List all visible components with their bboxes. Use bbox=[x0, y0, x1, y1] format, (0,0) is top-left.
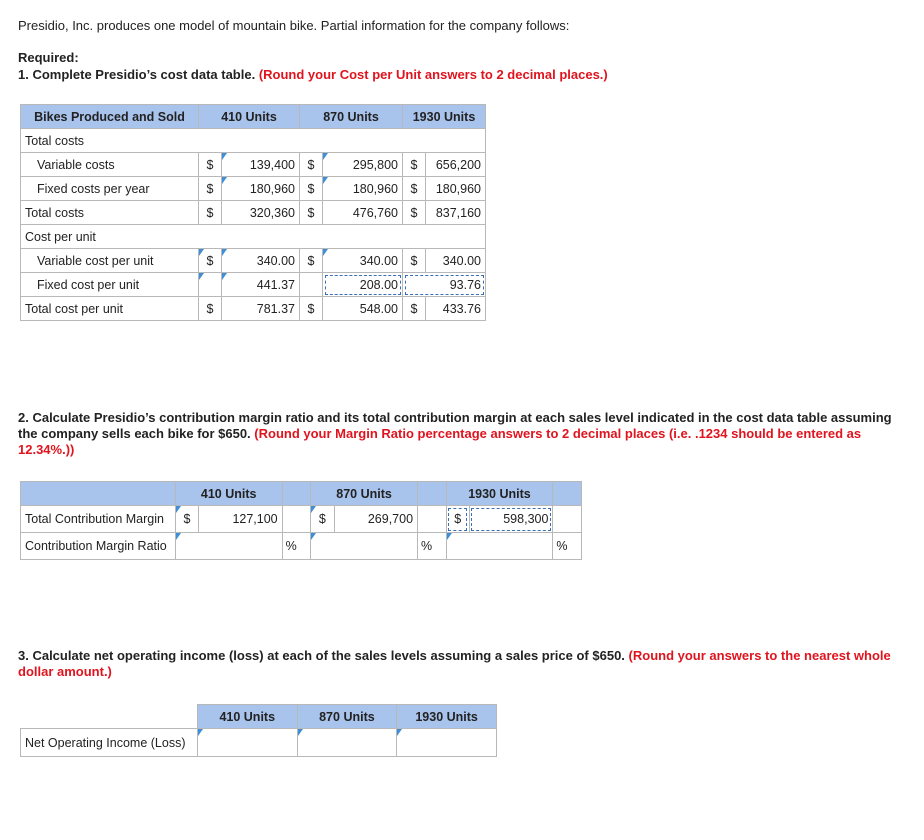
table3-header-row bbox=[21, 705, 497, 729]
q2-text: 2. Calculate Presidio’s contribution margin ratio and its total contribution margin at each sales level indicated in the cost data table assuming the company sells each bike for $650. bbox=[18, 410, 892, 441]
intro-text: Presidio, Inc. produces one model of mountain bike. Partial information for the company follows: bbox=[18, 18, 570, 33]
total-costs-410: 320,360 bbox=[222, 201, 300, 225]
currency-sign: $ bbox=[403, 297, 426, 321]
table1-header-row bbox=[21, 105, 486, 129]
table2-header-row bbox=[21, 482, 582, 506]
total-cost-per-unit-label: Total cost per unit bbox=[21, 297, 199, 321]
cmr-870-input[interactable] bbox=[311, 533, 418, 560]
noi-870-input[interactable] bbox=[297, 729, 397, 757]
fixed-costs-410-input[interactable]: 180,960 bbox=[222, 177, 300, 201]
fixed-cost-per-unit-label: Fixed cost per unit bbox=[21, 273, 199, 297]
header-1930: 1930 Units bbox=[446, 482, 553, 506]
table-row bbox=[21, 297, 486, 321]
currency-sign: $ bbox=[300, 249, 323, 273]
net-operating-income-label: Net Operating Income (Loss) bbox=[21, 729, 198, 757]
fixed-costs-1930: 180,960 bbox=[426, 177, 486, 201]
header-870: 870 Units bbox=[311, 482, 418, 506]
header-blank bbox=[282, 482, 311, 506]
variable-cost-per-unit-label: Variable cost per unit bbox=[21, 249, 199, 273]
header-870: 870 Units bbox=[297, 705, 397, 729]
table-row bbox=[21, 533, 582, 560]
header-blank bbox=[418, 482, 447, 506]
variable-costs-870-input[interactable]: 295,800 bbox=[323, 153, 403, 177]
total-costs-1930: 837,160 bbox=[426, 201, 486, 225]
header-410: 410 Units bbox=[199, 105, 300, 129]
table-row bbox=[21, 225, 486, 249]
header-410: 410 Units bbox=[197, 705, 297, 729]
cost-data-table bbox=[20, 104, 486, 321]
total-contribution-margin-label: Total Contribution Margin bbox=[21, 506, 176, 533]
total-costs-label: Total costs bbox=[21, 201, 199, 225]
variable-costs-label: Variable costs bbox=[21, 153, 199, 177]
percent-sign: % bbox=[553, 533, 582, 560]
header-blank bbox=[21, 705, 198, 729]
required-label: Required: bbox=[18, 50, 79, 65]
table-row bbox=[21, 129, 486, 153]
noi-410-input[interactable] bbox=[197, 729, 297, 757]
fixed-cost-unit-1930-input[interactable]: 93.76 bbox=[403, 273, 486, 297]
currency-sign: $ bbox=[300, 297, 323, 321]
noi-1930-input[interactable] bbox=[397, 729, 497, 757]
contribution-margin-table bbox=[20, 481, 582, 560]
header-bikes: Bikes Produced and Sold bbox=[21, 105, 199, 129]
variable-cost-unit-870-input[interactable]: 340.00 bbox=[323, 249, 403, 273]
currency-sign: $ bbox=[311, 506, 334, 533]
q2-note: (Round your Margin Ratio percentage answers to 2 decimal places (i.e. .1234 should be entered as 12.34%.)) bbox=[18, 426, 862, 457]
percent-sign: % bbox=[282, 533, 311, 560]
currency-sign: $ bbox=[446, 506, 469, 533]
fixed-cost-unit-870-input[interactable]: 208.00 bbox=[323, 273, 403, 297]
total-costs-870: 476,760 bbox=[323, 201, 403, 225]
variable-cost-unit-1930: 340.00 bbox=[426, 249, 486, 273]
header-1930: 1930 Units bbox=[397, 705, 497, 729]
cmr-410-input[interactable] bbox=[175, 533, 282, 560]
currency-sign: $ bbox=[403, 201, 426, 225]
variable-costs-410-input[interactable]: 139,400 bbox=[222, 153, 300, 177]
currency-sign: $ bbox=[199, 297, 222, 321]
blank-cell bbox=[553, 506, 582, 533]
header-1930: 1930 Units bbox=[403, 105, 486, 129]
header-blank bbox=[21, 482, 176, 506]
currency-sign: $ bbox=[199, 249, 222, 273]
required-section bbox=[18, 50, 608, 82]
blank-cell bbox=[418, 506, 447, 533]
contribution-margin-ratio-label: Contribution Margin Ratio bbox=[21, 533, 176, 560]
table-row bbox=[21, 729, 497, 757]
fixed-cost-unit-410-input[interactable]: 441.37 bbox=[222, 273, 300, 297]
q2-prompt bbox=[18, 410, 910, 458]
variable-cost-unit-410-input[interactable]: 340.00 bbox=[222, 249, 300, 273]
total-cost-unit-410: 781.37 bbox=[222, 297, 300, 321]
currency-sign: $ bbox=[199, 201, 222, 225]
q3-note: (Round your answers to the nearest whole dollar amount.) bbox=[18, 648, 891, 679]
total-costs-section-label: Total costs bbox=[21, 129, 486, 153]
currency-sign: $ bbox=[300, 177, 323, 201]
q1-text: 1. Complete Presidio’s cost data table. bbox=[18, 67, 256, 82]
header-410: 410 Units bbox=[175, 482, 282, 506]
fixed-costs-label: Fixed costs per year bbox=[21, 177, 199, 201]
table-row bbox=[21, 201, 486, 225]
tcm-410-input[interactable]: 127,100 bbox=[199, 506, 282, 533]
currency-sign: $ bbox=[403, 153, 426, 177]
cmr-1930-input[interactable] bbox=[446, 533, 553, 560]
tcm-1930-input[interactable]: 598,300 bbox=[469, 506, 552, 533]
currency-sign: $ bbox=[403, 249, 426, 273]
currency-sign: $ bbox=[300, 201, 323, 225]
q1-prompt bbox=[18, 67, 608, 82]
q3-text: 3. Calculate net operating income (loss) at each of the sales levels assuming a sales price of $650. bbox=[18, 648, 625, 663]
tcm-870-input[interactable]: 269,700 bbox=[334, 506, 417, 533]
fixed-costs-870-input[interactable]: 180,960 bbox=[323, 177, 403, 201]
table-row bbox=[21, 153, 486, 177]
cost-per-unit-section-label: Cost per unit bbox=[21, 225, 486, 249]
blank-cell bbox=[300, 273, 323, 297]
blank-cell bbox=[282, 506, 311, 533]
percent-sign: % bbox=[418, 533, 447, 560]
q1-note: (Round your Cost per Unit answers to 2 decimal places.) bbox=[258, 67, 608, 82]
table-row bbox=[21, 506, 582, 533]
net-operating-income-table bbox=[20, 704, 497, 757]
header-blank bbox=[553, 482, 582, 506]
table-row bbox=[21, 273, 486, 297]
currency-sign: $ bbox=[175, 506, 198, 533]
currency-sign: $ bbox=[199, 177, 222, 201]
blank-cell bbox=[199, 273, 222, 297]
q3-prompt bbox=[18, 648, 918, 680]
currency-sign: $ bbox=[300, 153, 323, 177]
table-row bbox=[21, 177, 486, 201]
table-row bbox=[21, 249, 486, 273]
header-870: 870 Units bbox=[300, 105, 403, 129]
variable-costs-1930: 656,200 bbox=[426, 153, 486, 177]
total-cost-unit-1930: 433.76 bbox=[426, 297, 486, 321]
currency-sign: $ bbox=[199, 153, 222, 177]
total-cost-unit-870: 548.00 bbox=[323, 297, 403, 321]
currency-sign: $ bbox=[403, 177, 426, 201]
